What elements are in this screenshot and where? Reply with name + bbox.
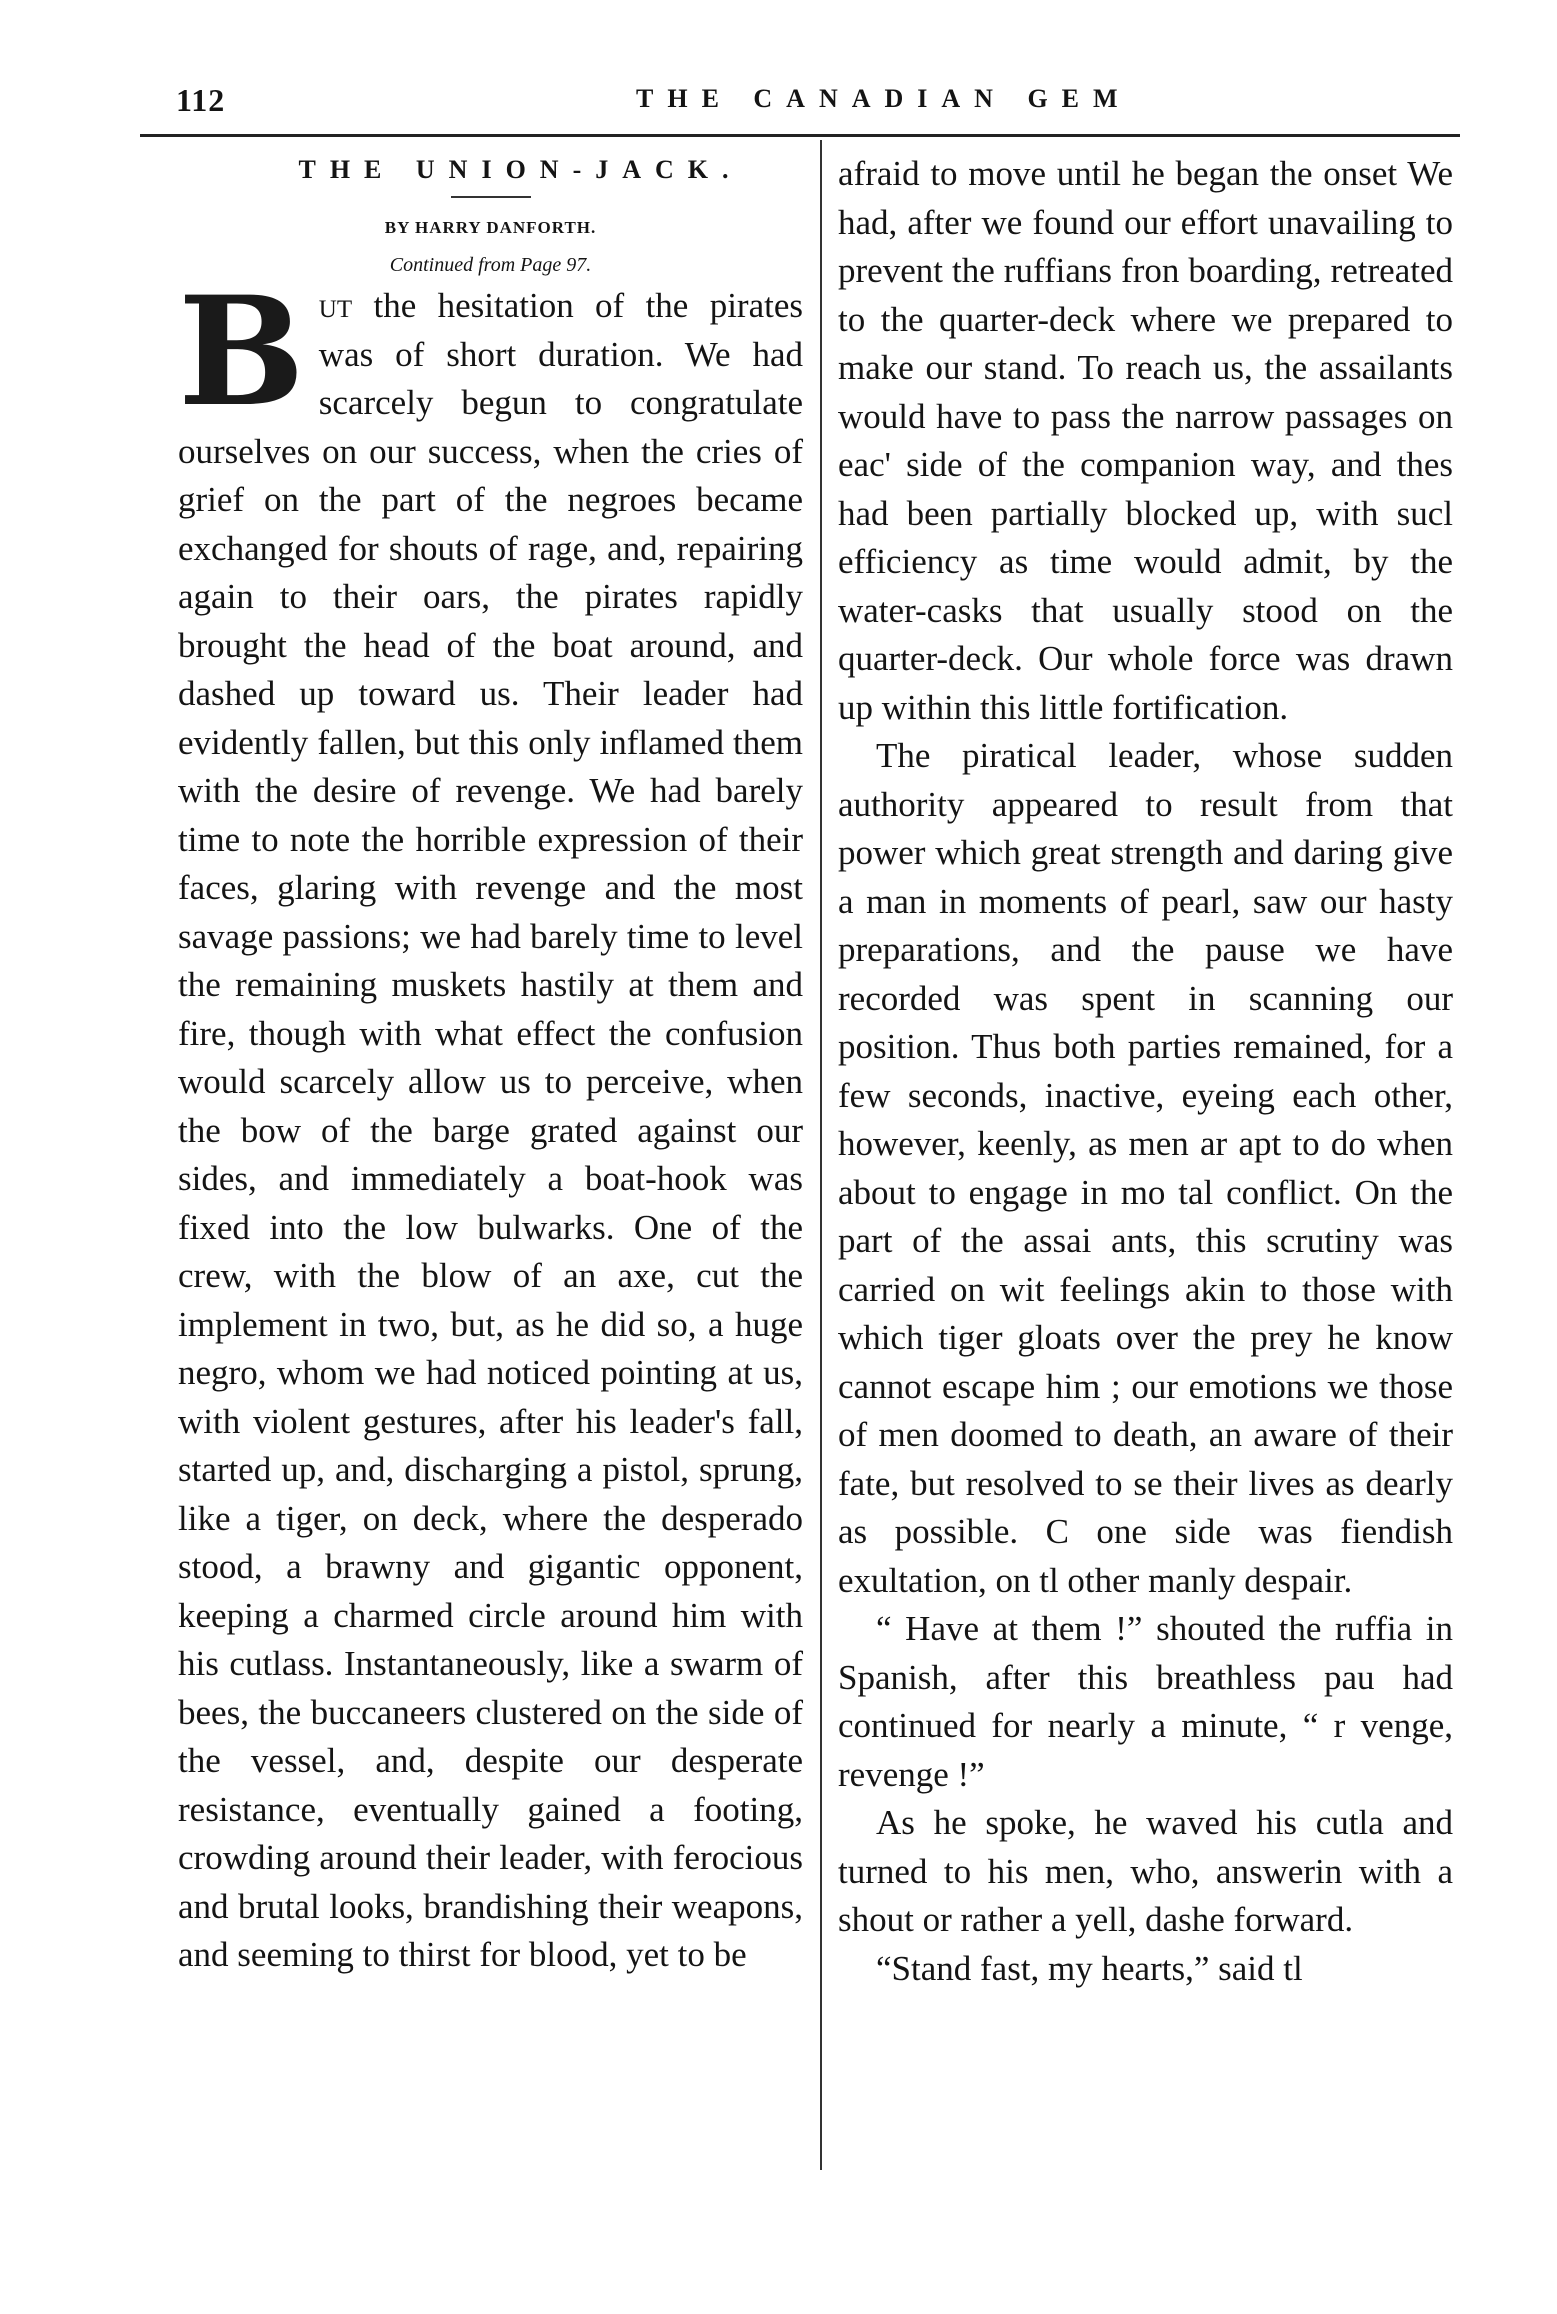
paragraph: “Stand fast, my hearts,” said tl (876, 1948, 1303, 1988)
page-header (176, 82, 1466, 122)
continued-note: Continued from Page 97. (389, 254, 592, 276)
header-rule (140, 134, 1460, 137)
article-heading (178, 150, 803, 282)
left-column (178, 150, 803, 1980)
page-number: 112 (176, 82, 226, 118)
title-rule (451, 196, 531, 198)
paragraph: As he spoke, he waved his cutla and turned to his men, who, answerin with a shout or rather a yell, dashe forward. (838, 1803, 1453, 1939)
first-word-rest: ut (318, 286, 353, 325)
paragraph: The piratical leader, whose sudden authority appeared to result from that power which great strength and daring give a man in moments of pearl, saw our hasty preparations, and the pause we have recorded was spent in scanning our position. Thus both parties remained, for a few seconds, inactive, eyeing each other, however, keenly, as men ar apt to do when about to engage in mo tal conflict. On the part of the assai ants, this scrutiny was carried on wit feelings akin to those with which tiger gloats over the prey he know cannot escape him ; our emotions we those of men doomed to death, an aware of their fate, but resolved to se their lives as dearly as possible. C one side was fiendish exultation, on tl other manly despair. (838, 736, 1453, 1600)
right-column (838, 150, 1453, 1993)
column-divider (820, 140, 822, 2170)
running-title: THE CANADIAN GEM (636, 84, 1132, 113)
article-byline: BY HARRY DANFORTH. (384, 218, 597, 237)
paragraph: “ Have at them !” shouted the ruffia in Spanish, after this breathless pau had continued for nearly a minute, “ r venge, revenge !” (838, 1609, 1453, 1794)
paragraph-text: the hesitation of the pirates was of short duration. We had scarcely begun to congratulate ourselves on our success, when the cries of grief on the part of the negroes became exchanged for shouts of rage, and, repairing again to their oars, the pirates rapidly brought the head of the boat around, and dashed up toward us. Their leader had evidently fallen, but this only inflamed them with the desire of revenge. We had barely time to note the horrible expression of their faces, glaring with revenge and the most savage passions; we had barely time to level the remaining muskets hastily at them and fire, though with what effect the confusion would scarcely allow us to perceive, when the bow of the barge grated against our sides, and immediately a boat-hook was fixed into the low bulwarks. One of the crew, with the blow of an axe, cut the implement in two, but, as he did so, a huge negro, whom we had noticed pointing at us, with violent gestures, after his leader's fall, started up, and, discharging a pistol, sprung, like a tiger, on deck, where the desperado stood, a brawny and gigantic opponent, keeping a charmed circle around him with his cutlass. Instantaneously, like a swarm of bees, the buccaneers clustered on the side of the vessel, and, despite our desperate resistance, eventually gained a footing, crowding around their leader, with ferocious and brutal looks, brandishing their weapons, and seeming to thirst for blood, yet to be (178, 286, 803, 1974)
drop-cap: B (178, 264, 305, 440)
paragraph: afraid to move until he began the onset We had, after we found our effort unavailing to prevent the ruffians fron boarding, retreated to the quarter-deck where we prepared to make our stand. To reach us, the assailants would have to pass the narrow passages on eac' side of the companion way, and thes had been partially blocked up, with sucl efficiency as time would admit, by the water-casks that usually stood on the quarter-deck. Our whole force was drawn up within this little fortification. (838, 154, 1453, 727)
article-title: THE UNION-JACK. (298, 155, 743, 184)
